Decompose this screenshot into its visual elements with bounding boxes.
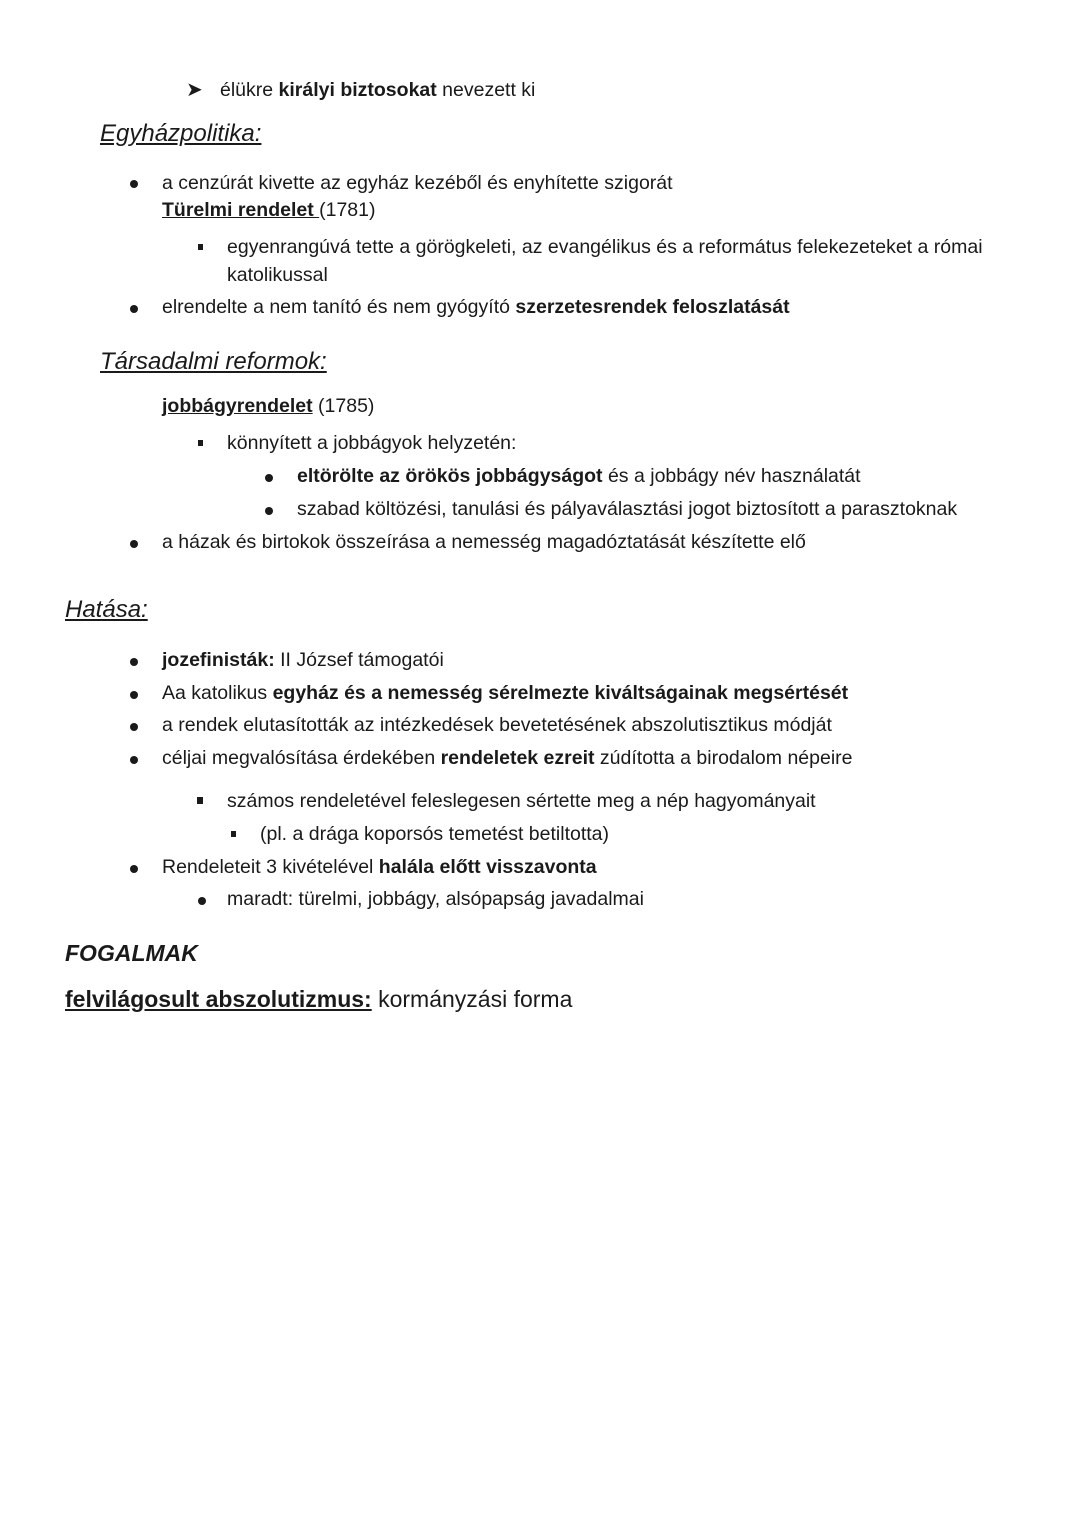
list-item: a rendek elutasították az intézkedések bevetetésének abszolutisztikus módját bbox=[162, 714, 832, 736]
concept-def: kormányzási forma bbox=[371, 986, 573, 1012]
concept-definition bbox=[65, 986, 572, 1014]
decree-heading: jobbágyrendelet (1785) bbox=[162, 395, 375, 417]
arrow-bullet-icon: ➤ bbox=[186, 79, 203, 101]
list-item: eltörölte az örökös jobbágyságot és a jobbágy név használatát bbox=[297, 465, 861, 487]
list-item: könnyített a jobbágyok helyzetén: bbox=[227, 432, 517, 454]
list-item: elrendelte a nem tanító és nem gyógyító szerzetesrendek feloszlatását bbox=[162, 296, 790, 318]
bullet-dot-icon bbox=[130, 180, 138, 188]
list-item: Aa katolikus egyház és a nemesség sérelmezte kiváltságainak megsértését bbox=[162, 682, 849, 704]
list-item: számos rendeletével feleslegesen sértette meg a nép hagyományait bbox=[227, 790, 816, 812]
bullet-square-icon bbox=[197, 797, 203, 804]
bullet-square-icon bbox=[198, 244, 203, 250]
list-item: a cenzúrát kivette az egyház kezéből és enyhítette szigorát bbox=[162, 172, 673, 194]
bullet-dot-icon bbox=[130, 756, 138, 764]
bullet-dot-icon bbox=[130, 865, 138, 873]
section-heading-tarsadalmi-reformok: Társadalmi reformok: bbox=[100, 348, 327, 375]
section-heading-egyhazpolitika: Egyházpolitika: bbox=[100, 120, 262, 147]
bullet-square-icon bbox=[231, 831, 236, 837]
concept-term: felvilágosult abszolutizmus: bbox=[65, 986, 372, 1012]
bullet-dot-icon bbox=[130, 540, 138, 548]
decree-heading: Türelmi rendelet (1781) bbox=[162, 199, 376, 221]
list-item: (pl. a drága koporsós temetést betiltotta) bbox=[260, 823, 610, 845]
bullet-dot-icon bbox=[130, 691, 138, 699]
bullet-dot-icon bbox=[130, 658, 138, 666]
bullet-dot-icon bbox=[130, 723, 138, 731]
concepts-heading: FOGALMAK bbox=[65, 940, 198, 966]
list-item: céljai megvalósítása érdekében rendeletek ezreit zúdította a birodalom népeire bbox=[162, 747, 853, 769]
bullet-dot-icon bbox=[265, 474, 273, 482]
bullet-dot-icon bbox=[130, 305, 138, 313]
list-item: jozefinisták: II József támogatói bbox=[162, 649, 444, 671]
list-item-continuation: katolikussal bbox=[227, 264, 328, 286]
list-item: a házak és birtokok összeírása a nemesség magadóztatását készítette elő bbox=[162, 531, 806, 553]
list-item: élükre királyi biztosokat nevezett ki bbox=[220, 79, 536, 101]
section-heading-hatasa: Hatása: bbox=[65, 596, 148, 623]
bullet-dot-icon bbox=[198, 897, 206, 905]
bullet-dot-icon bbox=[265, 507, 273, 515]
list-item: maradt: türelmi, jobbágy, alsópapság javadalmai bbox=[227, 888, 644, 910]
list-item: szabad költözési, tanulási és pályaválasztási jogot biztosított a parasztoknak bbox=[297, 498, 958, 520]
list-item: Rendeleteit 3 kivételével halála előtt visszavonta bbox=[162, 856, 597, 878]
list-item: egyenrangúvá tette a görögkeleti, az evangélikus és a református felekezeteket a római bbox=[227, 236, 983, 258]
bullet-square-icon bbox=[198, 440, 203, 446]
